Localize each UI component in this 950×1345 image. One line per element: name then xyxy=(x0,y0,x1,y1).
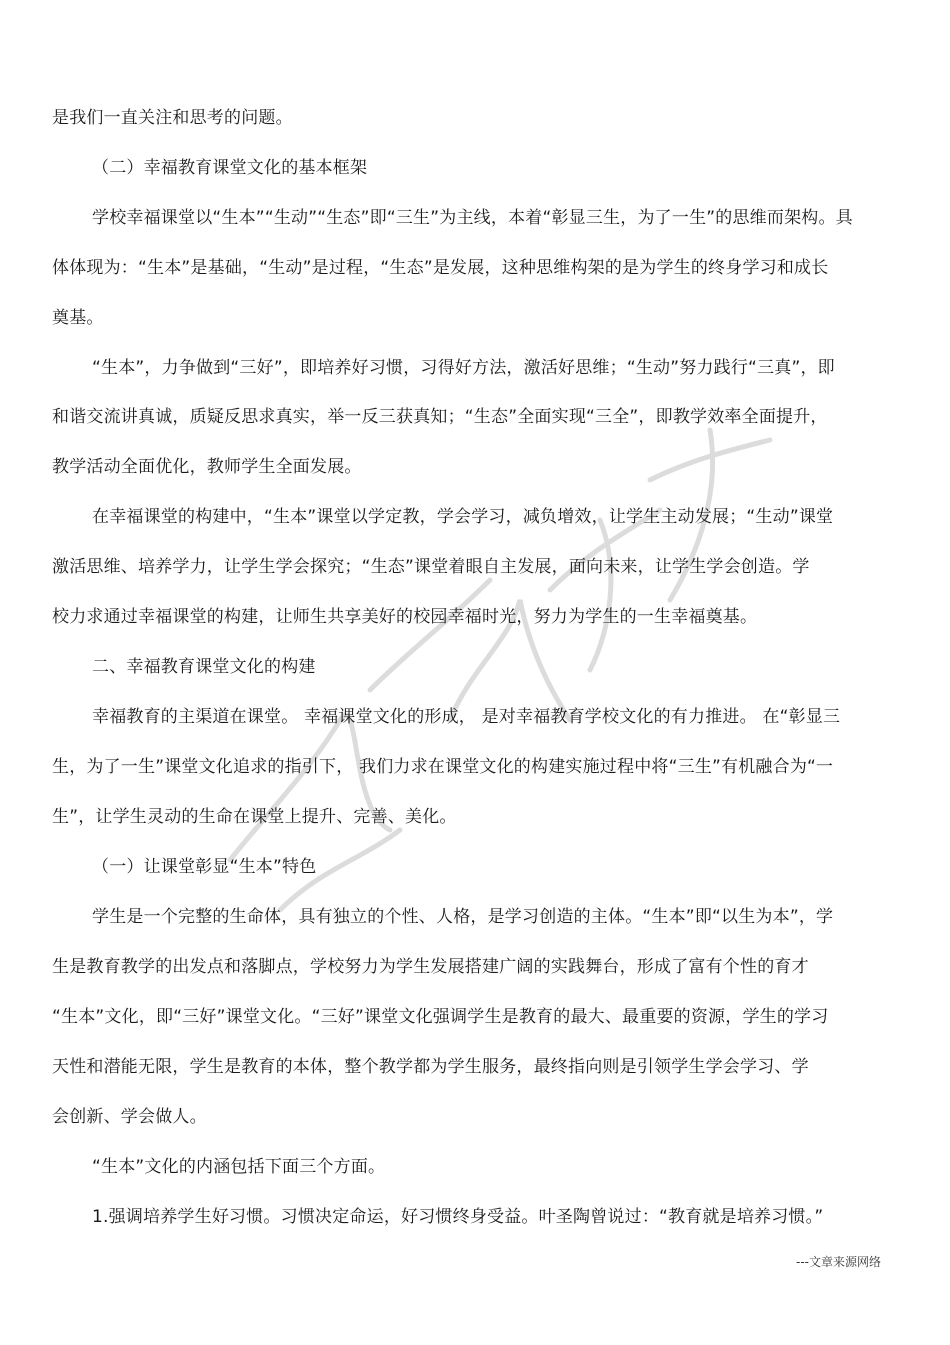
text-line: 学校幸福课堂以“生本”“生动”“生态”即“三生”为主线，本着“彰显三生，为了一生”的思维而架构。具 xyxy=(92,208,853,228)
text-line: 是我们一直关注和思考的问题。 xyxy=(52,108,293,128)
text-line: 在幸福课堂的构建中，“生本”课堂以学定教，学会学习，减负增效，让学生主动发展；“生动”课堂 xyxy=(92,507,834,527)
section-heading: 二、幸福教育课堂文化的构建 xyxy=(92,657,316,677)
text-line: 天性和潜能无限，学生是教育的本体，整个教学都为学生服务，最终指向则是引领学生学会学习、学 xyxy=(52,1057,809,1077)
text-line: 和谐交流讲真诚，质疑反思求真实，举一反三获真知；“生态”全面实现“三全”，即教学效率全面提升， xyxy=(52,407,828,427)
section-heading: （二）幸福教育课堂文化的基本框架 xyxy=(92,158,368,178)
text-line: “生本”文化，即“三好”课堂文化。“三好”课堂文化强调学生是教育的最大、最重要的资源，学生的学习 xyxy=(52,1007,829,1027)
text-line: 会创新、学会做人。 xyxy=(52,1107,207,1127)
text-line: 体体现为：“生本”是基础，“生动”是过程，“生态”是发展，这种思维构架的是为学生的终身学习和成长 xyxy=(52,258,829,278)
text-line: 1.强调培养学生好习惯。习惯决定命运，好习惯终身受益。叶圣陶曾说过：“教育就是培养习惯。” xyxy=(92,1207,824,1227)
source-footer: ---文章来源网络 xyxy=(796,1255,881,1269)
text-line: 学生是一个完整的生命体，具有独立的个性、人格，是学习创造的主体。“生本”即“以生为本”，学 xyxy=(92,907,834,927)
text-line: 幸福教育的主渠道在课堂。 幸福课堂文化的形成， 是对幸福教育学校文化的有力推进。 在“彰显三 xyxy=(92,707,841,727)
text-line: “生本”文化的内涵包括下面三个方面。 xyxy=(92,1157,386,1177)
text-line: 生是教育教学的出发点和落脚点，学校努力为学生发展搭建广阔的实践舞台，形成了富有个性的育才 xyxy=(52,957,809,977)
text-line: 奠基。 xyxy=(52,308,104,328)
text-line: 校力求通过幸福课堂的构建，让师生共享美好的校园幸福时光，努力为学生的一生幸福奠基。 xyxy=(52,607,758,627)
text-line: 生”，让学生灵动的生命在课堂上提升、完善、美化。 xyxy=(52,807,457,827)
text-line: 生，为了一生”课堂文化追求的指引下， 我们力求在课堂文化的构建实施过程中将“三生”有机融合为“一 xyxy=(52,757,834,777)
section-heading: （一）让课堂彰显“生本”特色 xyxy=(92,857,317,877)
text-line: 教学活动全面优化，教师学生全面发展。 xyxy=(52,457,362,477)
text-line: 激活思维、培养学力，让学生学会探究；“生态”课堂着眼自主发展，面向未来，让学生学会创造。学 xyxy=(52,557,810,577)
text-line: “生本”，力争做到“三好”，即培养好习惯，习得好方法，激活好思维；“生动”努力践行“三真”，即 xyxy=(92,358,835,378)
